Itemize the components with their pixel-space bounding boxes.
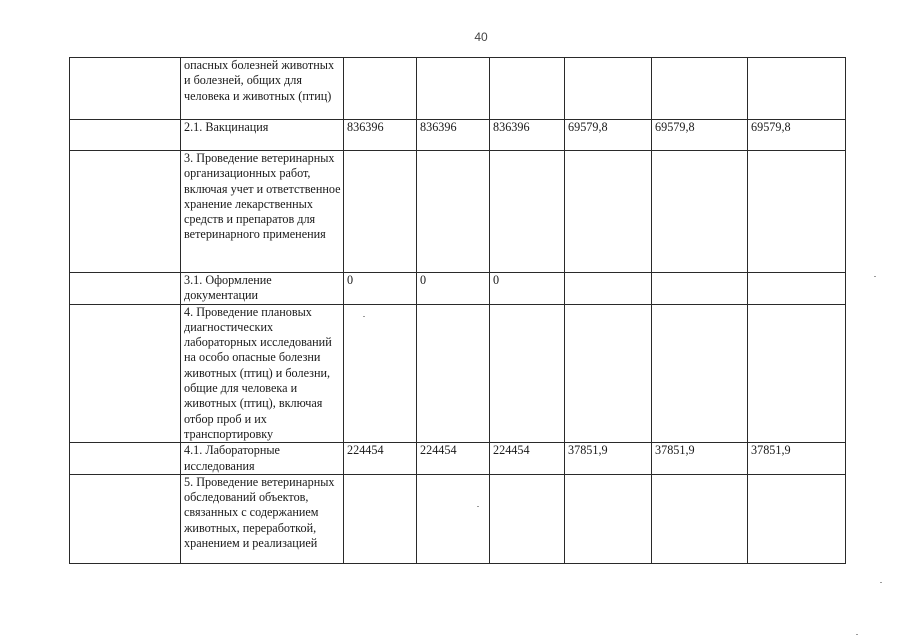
value-cell — [344, 151, 417, 273]
table-row — [70, 273, 846, 305]
value-cell — [748, 273, 846, 305]
row-number-cell — [70, 474, 181, 563]
value-cell — [490, 304, 565, 443]
data-table — [69, 57, 846, 564]
value-cell — [748, 474, 846, 563]
table-row — [70, 151, 846, 273]
row-number-cell — [70, 304, 181, 443]
value-cell: 69579,8 — [748, 120, 846, 151]
value-cell: 37851,9 — [652, 443, 748, 475]
page-number: 40 — [474, 30, 488, 44]
value-cell — [565, 304, 652, 443]
value-cell — [344, 58, 417, 120]
value-cell — [748, 304, 846, 443]
value-cell — [652, 273, 748, 305]
table-row — [70, 474, 846, 563]
activity-label-cell: 3.1. Оформление документации — [181, 273, 344, 305]
value-cell: 0 — [490, 273, 565, 305]
value-cell: 836396 — [490, 120, 565, 151]
value-cell — [565, 151, 652, 273]
value-cell: 224454 — [417, 443, 490, 475]
activity-label-cell: 5. Проведение ветеринарных обследований объектов, связанных с содержанием животных, переработкой, хранением и реализацией — [181, 474, 344, 563]
value-cell — [417, 58, 490, 120]
value-cell — [344, 474, 417, 563]
value-cell: 69579,8 — [652, 120, 748, 151]
value-cell: 836396 — [417, 120, 490, 151]
value-cell — [490, 474, 565, 563]
value-cell: 0 — [344, 273, 417, 305]
row-number-cell — [70, 151, 181, 273]
activity-label-cell: 4.1. Лабораторные исследования — [181, 443, 344, 475]
row-number-cell — [70, 443, 181, 475]
row-number-cell — [70, 273, 181, 305]
value-cell — [417, 304, 490, 443]
scan-speck — [880, 582, 882, 583]
activity-label-cell: 2.1. Вакцинация — [181, 120, 344, 151]
value-cell: 224454 — [490, 443, 565, 475]
table-body — [70, 58, 846, 564]
scan-speck — [856, 634, 858, 635]
value-cell: 836396 — [344, 120, 417, 151]
value-cell — [652, 58, 748, 120]
scan-speck — [363, 316, 365, 317]
value-cell — [652, 151, 748, 273]
value-cell: 69579,8 — [565, 120, 652, 151]
value-cell: 37851,9 — [565, 443, 652, 475]
row-number-cell — [70, 58, 181, 120]
value-cell — [565, 474, 652, 563]
row-number-cell — [70, 120, 181, 151]
value-cell — [652, 304, 748, 443]
table-row — [70, 120, 846, 151]
activity-label-cell: 3. Проведение ветеринарных организационных работ, включая учет и ответственное хранение лекарственных средств и препаратов для ветеринарного применения — [181, 151, 344, 273]
table-row — [70, 443, 846, 475]
value-cell — [565, 58, 652, 120]
activity-label-cell: опасных болезней животных и болезней, общих для человека и животных (птиц) — [181, 58, 344, 120]
value-cell — [565, 273, 652, 305]
activity-label-cell: 4. Проведение плановых диагностических лабораторных исследований на особо опасные болезни животных (птиц) и болезни, общие для человека и животных (птиц), включая отбор проб и их транспортировку — [181, 304, 344, 443]
value-cell — [490, 151, 565, 273]
value-cell — [417, 151, 490, 273]
scan-speck — [477, 506, 479, 507]
value-cell — [490, 58, 565, 120]
value-cell: 37851,9 — [748, 443, 846, 475]
value-cell: 224454 — [344, 443, 417, 475]
value-cell — [748, 151, 846, 273]
value-cell — [652, 474, 748, 563]
scan-speck — [874, 276, 876, 277]
table-row — [70, 58, 846, 120]
value-cell — [417, 474, 490, 563]
value-cell — [748, 58, 846, 120]
table-row — [70, 304, 846, 443]
value-cell: 0 — [417, 273, 490, 305]
value-cell — [344, 304, 417, 443]
